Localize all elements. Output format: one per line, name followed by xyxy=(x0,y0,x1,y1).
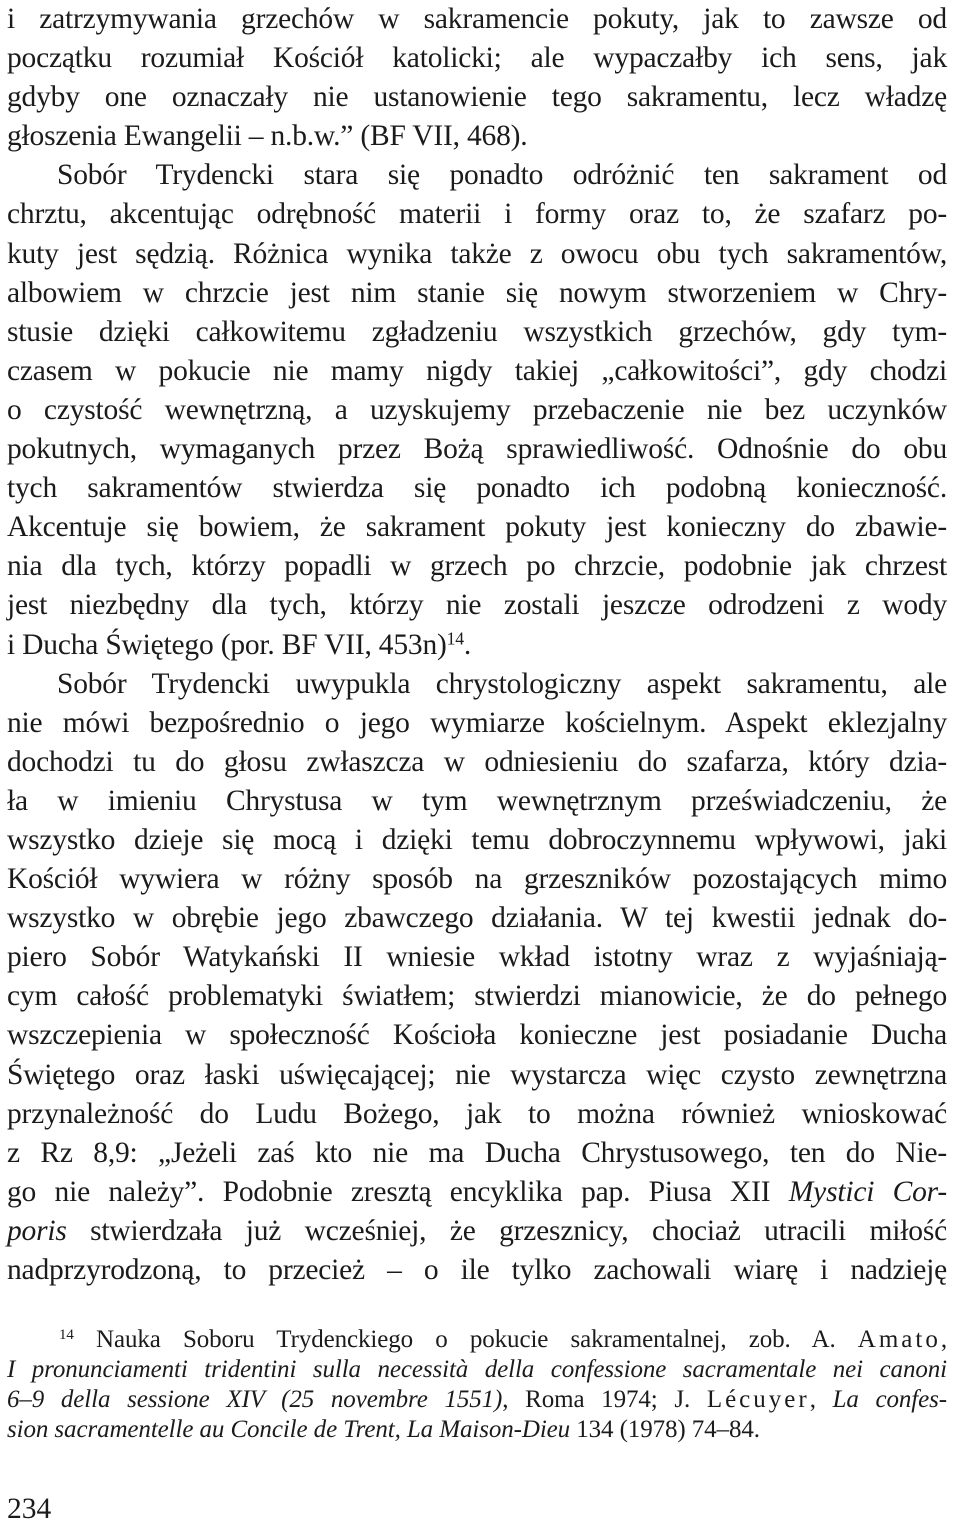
text-line: chrztu, akcentując odrębność materii i formy oraz to, że szafarz po- xyxy=(7,198,947,231)
main-text xyxy=(7,0,947,1290)
text-line xyxy=(7,626,947,665)
italic-title: Mystici Cor- xyxy=(788,1175,947,1208)
footnote-line xyxy=(7,1325,947,1355)
text-line: nia dla tych, którzy popadli w grzech po chrzcie, podobnie jak chrzest xyxy=(7,550,947,583)
text-line: z Rz 8,9: „Jeżeli zaś kto nie ma Ducha Chrystusowego, ten do Nie- xyxy=(7,1136,947,1169)
text-line: wszystko dzieje się mocą i dzięki temu dobroczynnemu wpływowi, jaki xyxy=(7,823,947,856)
text-line: dochodzi tu do głosu zwłaszcza w odniesieniu do szafarza, który dzia- xyxy=(7,745,947,778)
footnote-line xyxy=(7,1385,947,1415)
text-line: o czystość wewnętrzną, a uzyskujemy przebaczenie nie bez uczynków xyxy=(7,393,947,426)
text-line: stusie dzięki całkowitemu zgładzeniu wszystkich grzechów, gdy tym- xyxy=(7,315,947,348)
text-line: nie mówi bezpośrednio o jego wymiarze kościelnym. Aspekt eklezjalny xyxy=(7,706,947,739)
text-line: wszczepienia w społeczność Kościoła konieczne jest posiadanie Ducha xyxy=(7,1019,947,1052)
footnote-number: 14 xyxy=(59,1326,74,1343)
text-line: Akcentuje się bowiem, że sakrament pokuty jest konieczny do zbawie- xyxy=(7,511,947,544)
text-line xyxy=(7,1212,947,1251)
text-line: czasem w pokucie nie mamy nigdy takiej „całkowitości”, gdy chodzi xyxy=(7,354,947,387)
author-name: Lécuyer xyxy=(706,1386,810,1413)
text-line: piero Sobór Watykański II wniesie wkład istotny wraz z wyjaśniają- xyxy=(7,941,947,974)
author-name: Amato xyxy=(857,1326,941,1353)
paragraph-start: Sobór Trydencki stara się ponadto odróżnić ten sakrament od xyxy=(57,159,947,192)
text-line: gdyby one oznaczały nie ustanowienie tego sakramentu, lecz władzę xyxy=(7,81,947,114)
italic-title: 6–9 della sessione XIV (25 novembre 1551) xyxy=(7,1386,503,1413)
text-fragment: , xyxy=(809,1386,833,1413)
text-fragment: Nauka Soboru Trydenckiego o pokucie sakramentalnej, zob. A. xyxy=(73,1326,858,1353)
italic-title: sion sacramentelle au Concile de Trent, La Maison-Dieu xyxy=(7,1416,571,1443)
text-line: tych sakramentów stwierdza się ponadto ich podobną konieczność. xyxy=(7,472,947,505)
text-fragment: . xyxy=(463,628,472,661)
text-line: kuty jest sędzią. Różnica wynika także z owocu obu tych sakramentów, xyxy=(7,237,947,270)
text-fragment: 134 (1978) 74–84. xyxy=(570,1416,760,1443)
text-line: wszystko w obrębie jego zbawczego działania. W tej kwestii jednak do- xyxy=(7,902,947,935)
text-line: początku rozumiał Kościół katolicki; ale wypaczałby ich sens, jak xyxy=(7,42,947,75)
text-line: głoszenia Ewangelii – n.b.w.” (BF VII, 468). xyxy=(7,120,528,153)
text-fragment: , Roma 1974; J. xyxy=(502,1386,707,1413)
text-fragment: , xyxy=(940,1326,947,1353)
text-line xyxy=(7,1173,947,1212)
text-line: nadprzyrodzoną, to przecież – o ile tylko zachowali wiarę i nadzieję xyxy=(7,1254,947,1286)
text-fragment: go nie należy”. Podobnie zresztą encyklika pap. Piusa XII xyxy=(7,1175,789,1208)
footnote xyxy=(7,1325,947,1445)
text-line: cym całość problematyki światłem; stwierdzi mianowicie, że do pełnego xyxy=(7,980,947,1013)
text-line: przynależność do Ludu Bożego, jak to można również wnioskować xyxy=(7,1097,947,1130)
text-line: pokutnych, wymaganych przez Bożą sprawiedliwość. Odnośnie do obu xyxy=(7,433,947,466)
text-line: jest niezbędny dla tych, którzy nie zostali jeszcze odrodzeni z wody xyxy=(7,589,947,622)
text-line: Kościół wywiera w różny sposób na grzeszników pozostających mimo xyxy=(7,863,947,896)
text-line: ła w imieniu Chrystusa w tym wewnętrznym przeświadczeniu, że xyxy=(7,784,947,817)
text-line: Świętego oraz łaski uświęcającej; nie wystarcza więc czysto zewnętrzna xyxy=(7,1058,947,1091)
footnote-reference[interactable]: 14 xyxy=(446,627,464,648)
text-fragment: stwierdzała już wcześniej, że grzesznicy, chociaż utracili miłość xyxy=(66,1214,947,1247)
text-line: albowiem w chrzcie jest nim stanie się nowym stworzeniem w Chry- xyxy=(7,276,947,309)
footnote-line: I pronunciamenti tridentini sulla necessità della confessione sacramentale nei canoni xyxy=(7,1356,947,1383)
paragraph-start: Sobór Trydencki uwypukla chrystologiczny aspekt sakramentu, ale xyxy=(57,667,947,700)
footnote-line xyxy=(7,1415,947,1445)
text-line: i zatrzymywania grzechów w sakramencie pokuty, jak to zawsze od xyxy=(7,3,947,35)
italic-title: La confes- xyxy=(832,1386,947,1413)
italic-title: poris xyxy=(7,1214,67,1247)
page-number: 234 xyxy=(7,1493,52,1525)
text-fragment: i Ducha Świętego (por. BF VII, 453n) xyxy=(7,628,447,661)
